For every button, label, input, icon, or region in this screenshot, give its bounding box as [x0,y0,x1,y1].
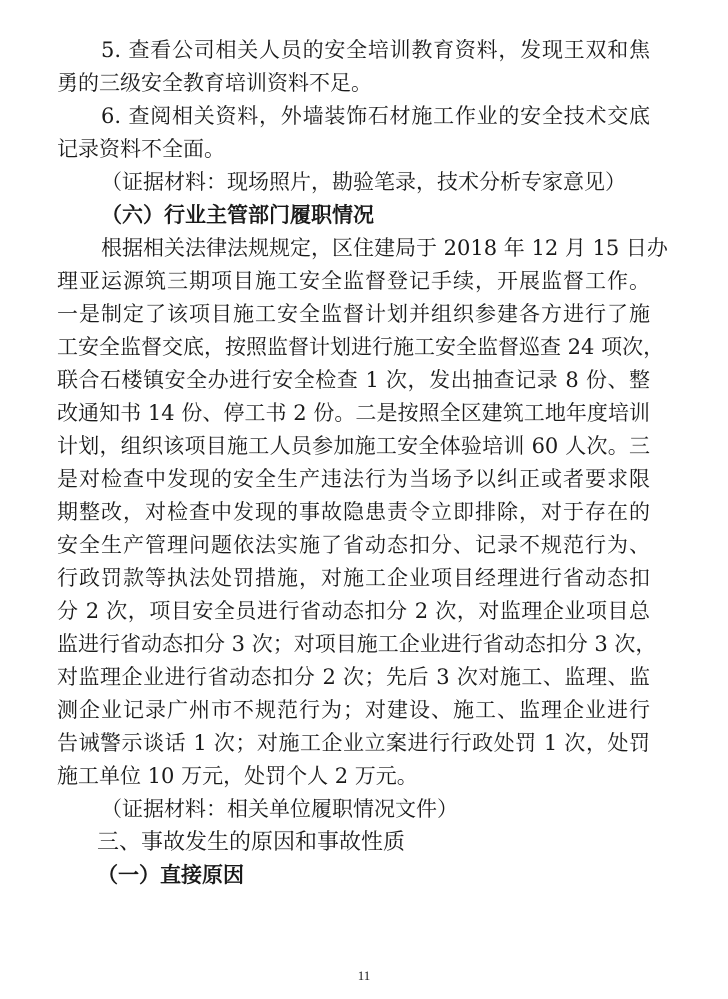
chapter-heading-3: 三、事故发生的原因和事故性质 [97,830,406,855]
section-heading-6: （六）行业主管部门履职情况 [101,203,374,227]
paragraph-line: 计划，组织该项目施工人员参加施工安全体验培训 60 人次。三 [57,434,650,458]
paragraph-line: 一是制定了该项目施工安全监督计划并组织参建各方进行了施 [57,302,650,326]
paragraph-line: 行政罚款等执法处罚措施，对施工企业项目经理进行省动态扣 [57,566,650,590]
evidence-note-2: （证据材料：相关单位履职情况文件） [101,797,458,821]
item-5-line-2: 勇的三级安全教育培训资料不足。 [57,71,372,95]
paragraph-line: 改通知书 14 份、停工书 2 份。二是按照全区建筑工地年度培训 [57,401,650,425]
item-6-line-1: 6. 查阅相关资料，外墙装饰石材施工作业的安全技术交底 [101,104,650,128]
page-number: 11 [357,968,371,983]
evidence-note-1: （证据材料：现场照片，勘验笔录，技术分析专家意见） [101,170,626,194]
paragraph-line: 联合石楼镇安全办进行安全检查 1 次，发出抽查记录 8 份、整 [57,368,650,392]
paragraph-line: 安全生产管理问题依法实施了省动态扣分、记录不规范行为、 [57,533,650,557]
document-page [57,34,668,892]
paragraph-line: 工安全监督交底，按照监督计划进行施工安全监督巡查 24 项次， [57,335,665,359]
item-5-line-1: 5. 查看公司相关人员的安全培训教育资料，发现王双和焦 [101,38,650,62]
paragraph-line: 监进行省动态扣分 3 次；对项目施工企业进行省动态扣分 3 次， [57,632,657,656]
paragraph-line: 是对检查中发现的安全生产违法行为当场予以纠正或者要求限 [57,467,650,491]
subsection-heading-direct-cause: （一）直接原因 [97,863,244,887]
paragraph-line: 测企业记录广州市不规范行为；对建设、施工、监理企业进行 [57,698,650,722]
item-6-line-2: 记录资料不全面。 [57,137,225,161]
paragraph-line: 施工单位 10 万元，处罚个人 2 万元。 [57,764,418,788]
paragraph-line: 分 2 次，项目安全员进行省动态扣分 2 次，对监理企业项目总 [57,599,650,623]
paragraph-line: 告诫警示谈话 1 次；对施工企业立案进行行政处罚 1 次，处罚 [57,731,650,755]
paragraph-line: 根据相关法律法规规定，区住建局于 2018 年 12 月 15 日办 [101,236,668,260]
paragraph-line: 期整改，对检查中发现的事故隐患责令立即排除，对于存在的 [57,500,650,524]
paragraph-line: 理亚运源筑三期项目施工安全监督登记手续，开展监督工作。 [57,269,650,293]
paragraph-line: 对监理企业进行省动态扣分 2 次；先后 3 次对施工、监理、监 [57,665,650,689]
